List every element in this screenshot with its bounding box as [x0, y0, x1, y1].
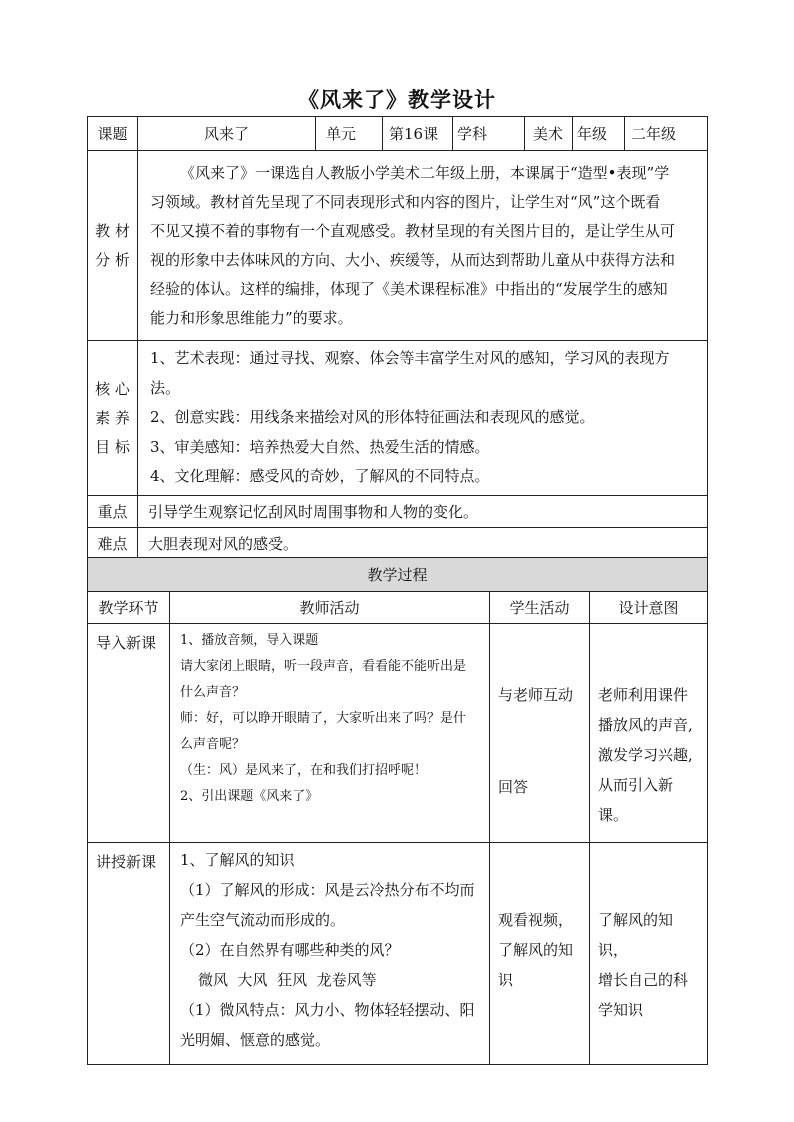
header-intent: 设计意图	[590, 592, 708, 624]
intro-row	[88, 624, 708, 843]
intro-teacher-activity: 1、播放音频，导入课题 请大家闭上眼睛，听一段声音，看看能不能听出是 什么声音？ 师：好，可以睁开眼睛了，大家听出来了吗？是什 么声音呢？ （生：风）是风来了，在和我们打招呼呢！ 2、引出课题《风来了》	[170, 624, 490, 843]
intro-student-activity: 与老师互动 回答	[490, 624, 590, 843]
teach-step: 讲授新课	[88, 843, 170, 1065]
grade-value: 二年级	[625, 117, 708, 151]
goals-label: 核 心 素 养 目 标	[88, 341, 138, 496]
process-header-row	[88, 592, 708, 624]
goals-row	[88, 341, 708, 496]
header-student: 学生活动	[490, 592, 590, 624]
analysis-text: 《风来了》一课选自人教版小学美术二年级上册，本课属于“造型•表现”学 习领域。教材首先呈现了不同表现形式和内容的图片，让学生对“风”这个既看 不见又摸不着的事物有一个直观感受。教材呈现的有关图片目的，是让学生从可 视的形象中去体味风的方向、大小、疾缓等，从而达到帮助儿童从中获得方法和 经验的体认。这样的编排，体现了《美术课程标准》中指出的“发展学生的感知 能力和形象思维能力”的要求。	[138, 151, 708, 341]
difficulty-label: 难点	[88, 528, 138, 560]
subject-label: 学科	[453, 117, 525, 151]
process-title-row	[88, 558, 708, 592]
teach-design-intent: 了解风的知识， 增长自己的科 学知识	[590, 843, 708, 1065]
unit-value: 第16课	[383, 117, 453, 151]
course-value: 风来了	[138, 117, 316, 151]
teach-student-activity: 观看视频， 了解风的知 识	[490, 843, 590, 1065]
course-label: 课题	[88, 117, 138, 151]
key-point-label: 重点	[88, 496, 138, 528]
key-point-row	[88, 496, 708, 528]
teach-row	[88, 843, 708, 1065]
page-title: 《风来了》教学设计	[298, 87, 496, 112]
analysis-label: 教 材 分 析	[88, 151, 138, 341]
difficulty-text: 大胆表现对风的感受。	[138, 528, 708, 560]
subject-value: 美术	[525, 117, 573, 151]
intro-step: 导入新课	[88, 624, 170, 843]
difficulty-row	[88, 528, 708, 560]
header-teacher: 教师活动	[170, 592, 490, 624]
key-point-text: 引导学生观察记忆刮风时周围事物和人物的变化。	[138, 496, 708, 528]
teach-teacher-activity: 1、了解风的知识 （1）了解风的形成：风是云冷热分布不均而 产生空气流动而形成的。 （2）在自然界有哪些种类的风？ 微风 大风 狂风 龙卷风等 （1）微风特点：风力小、物体轻轻摆动、阳 光明媚、惬意的感觉。	[170, 843, 490, 1065]
process-title: 教学过程	[88, 558, 708, 592]
grade-label: 年级	[573, 117, 625, 151]
intro-design-intent: 老师利用课件 播放风的声音, 激发学习兴趣, 从而引入新课。	[590, 624, 708, 843]
analysis-row	[88, 151, 708, 341]
teaching-process-table	[87, 557, 708, 1065]
info-row	[88, 117, 708, 151]
unit-label: 单元	[316, 117, 383, 151]
header-step: 教学环节	[88, 592, 170, 624]
goals-text: 1、艺术表现：通过寻找、观察、体会等丰富学生对风的感知，学习风的表现方 法。 2、创意实践：用线条来描绘对风的形体特征画法和表现风的感觉。 3、审美感知：培养热爱大自然、热爱生活的情感。 4、文化理解：感受风的奇妙，了解风的不同特点。	[138, 341, 708, 496]
lesson-info-table	[87, 116, 708, 560]
